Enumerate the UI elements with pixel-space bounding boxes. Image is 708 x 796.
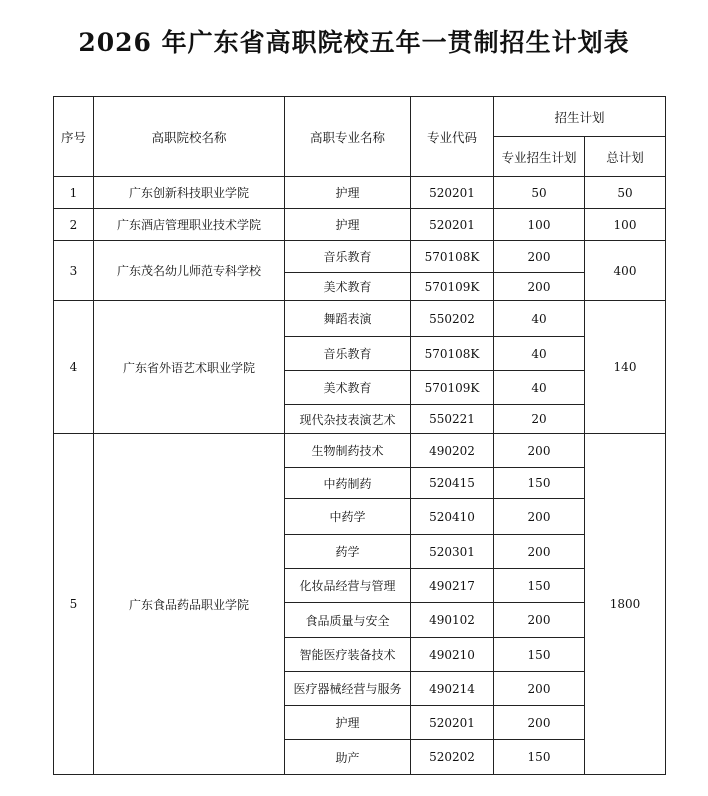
cell-major-plan: 100 [494,209,585,241]
cell-total-plan: 140 [585,301,666,434]
cell-major-name: 美术教育 [285,273,411,301]
cell-school-name: 广东酒店管理职业技术学院 [94,209,285,241]
cell-school-name: 广东茂名幼儿师范专科学校 [94,241,285,301]
cell-major-plan: 200 [494,672,585,706]
cell-school-name: 广东省外语艺术职业学院 [94,301,285,434]
cell-major-code: 490214 [411,672,494,706]
cell-major-code: 570108K [411,241,494,273]
header-major-plan: 专业招生计划 [494,137,585,177]
cell-major-name: 现代杂技表演艺术 [285,405,411,434]
header-school-name: 高职院校名称 [94,97,285,177]
cell-major-plan: 200 [494,535,585,569]
cell-major-name: 药学 [285,535,411,569]
cell-major-code: 570109K [411,371,494,405]
cell-major-code: 520301 [411,535,494,569]
table-row [54,434,666,468]
page-title: 2026 年广东省高职院校五年一贯制招生计划表 [78,28,630,57]
cell-major-plan: 150 [494,740,585,775]
cell-major-name: 中药学 [285,499,411,535]
cell-major-plan: 150 [494,638,585,672]
cell-major-name: 食品质量与安全 [285,603,411,638]
cell-major-code: 550202 [411,301,494,337]
cell-total-plan: 50 [585,177,666,209]
cell-major-code: 490102 [411,603,494,638]
cell-major-plan: 200 [494,434,585,468]
cell-major-name: 助产 [285,740,411,775]
cell-major-code: 570108K [411,337,494,371]
cell-seq: 3 [54,241,94,301]
cell-major-plan: 20 [494,405,585,434]
cell-total-plan: 1800 [585,434,666,775]
cell-major-code: 520202 [411,740,494,775]
cell-major-plan: 200 [494,241,585,273]
table-row [54,209,666,241]
cell-major-plan: 200 [494,603,585,638]
cell-major-code: 490202 [411,434,494,468]
table-row [54,241,666,273]
cell-major-plan: 150 [494,569,585,603]
cell-seq: 2 [54,209,94,241]
table-row [54,177,666,209]
cell-major-name: 舞蹈表演 [285,301,411,337]
table-body [54,177,666,775]
cell-seq: 4 [54,301,94,434]
cell-major-plan: 40 [494,337,585,371]
enrollment-plan-table [53,96,666,775]
cell-seq: 5 [54,434,94,775]
cell-total-plan: 100 [585,209,666,241]
cell-major-name: 护理 [285,209,411,241]
cell-major-name: 护理 [285,706,411,740]
cell-seq: 1 [54,177,94,209]
cell-school-name: 广东食品药品职业学院 [94,434,285,775]
cell-major-plan: 40 [494,301,585,337]
cell-major-code: 520201 [411,177,494,209]
header-major-name: 高职专业名称 [285,97,411,177]
cell-major-name: 美术教育 [285,371,411,405]
cell-major-code: 490217 [411,569,494,603]
cell-major-plan: 200 [494,706,585,740]
cell-major-name: 音乐教育 [285,241,411,273]
cell-major-plan: 200 [494,273,585,301]
cell-major-name: 医疗器械经营与服务 [285,672,411,706]
table-row [54,301,666,337]
cell-major-plan: 150 [494,468,585,499]
header-enrollment-plan: 招生计划 [494,97,666,137]
cell-major-code: 490210 [411,638,494,672]
cell-major-code: 570109K [411,273,494,301]
cell-major-name: 生物制药技术 [285,434,411,468]
cell-major-code: 520201 [411,706,494,740]
cell-major-name: 中药制药 [285,468,411,499]
cell-major-plan: 40 [494,371,585,405]
cell-major-code: 520410 [411,499,494,535]
header-major-code: 专业代码 [411,97,494,177]
header-seq: 序号 [54,97,94,177]
header-total-plan: 总计划 [585,137,666,177]
cell-major-code: 520415 [411,468,494,499]
cell-major-name: 音乐教育 [285,337,411,371]
cell-major-plan: 50 [494,177,585,209]
cell-major-plan: 200 [494,499,585,535]
cell-school-name: 广东创新科技职业学院 [94,177,285,209]
cell-major-name: 智能医疗装备技术 [285,638,411,672]
cell-total-plan: 400 [585,241,666,301]
cell-major-name: 护理 [285,177,411,209]
cell-major-code: 520201 [411,209,494,241]
cell-major-name: 化妆品经营与管理 [285,569,411,603]
cell-major-code: 550221 [411,405,494,434]
